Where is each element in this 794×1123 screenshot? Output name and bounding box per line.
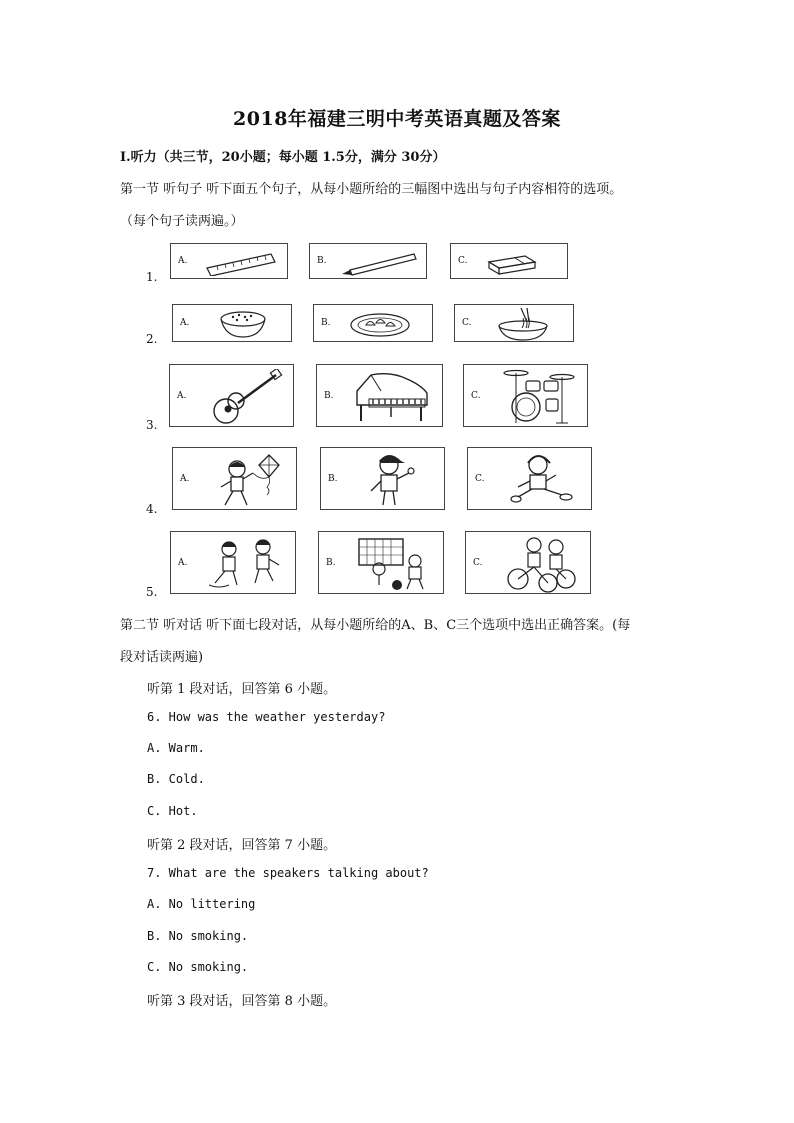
q4-option-a[interactable] [172,447,297,510]
pencil-icon [340,250,420,276]
part2-note: 段对话读两遍) [120,650,204,665]
q5-option-c[interactable] [465,531,591,594]
option-label: A. [178,256,188,266]
q2-option-b[interactable] [313,304,433,342]
answer-option-c[interactable]: C. Hot. [147,804,198,818]
question-text: 7. What are the speakers talking about? [147,866,429,880]
option-label: A. [178,557,188,568]
q2-option-c[interactable] [454,304,574,342]
section-heading: Ⅰ.听力（共三节，20小题；每小题 1.5分，满分 30分） [120,150,446,165]
q5-option-a[interactable] [170,531,296,594]
answer-option-b[interactable]: B. No smoking. [147,929,249,943]
option-label: A. [177,390,187,401]
ruler-icon [205,250,277,276]
option-label: B. [317,256,327,266]
part1-note: （每个句子读两遍。） [120,214,244,229]
option-label: B. [326,557,336,568]
boy-waving-icon [363,451,423,509]
question-text: 6. How was the weather yesterday? [147,710,386,724]
kids-cycling-icon [504,535,580,593]
answer-option-a[interactable]: A. Warm. [147,741,205,755]
option-label: A. [180,473,190,484]
drums-icon [496,367,580,425]
question-number: 4. [146,502,158,516]
option-label: A. [180,318,190,328]
dialog-prompt: 听第 1 段对话，回答第 6 小题。 [147,682,337,697]
rice-bowl-icon [217,307,269,341]
noodles-icon [495,306,551,342]
dumplings-icon [348,309,412,339]
part1-instructions: 第一节 听句子 听下面五个句子，从每小题所给的三幅图中选出与句子内容相符的选项。 [120,182,623,197]
q4-option-b[interactable] [320,447,445,510]
kids-skating-icon [205,535,289,593]
question-number: 3. [146,418,158,432]
answer-option-c[interactable]: C. No smoking. [147,960,249,974]
option-label: C. [473,557,483,568]
question-number: 2. [146,332,158,346]
q1-option-a[interactable] [170,243,288,279]
q3-option-a[interactable] [169,364,294,427]
q3-option-c[interactable] [463,364,588,427]
boy-sitting-icon [508,451,576,509]
option-label: B. [324,390,334,401]
q1-option-b[interactable] [309,243,427,279]
dialog-prompt: 听第 2 段对话，回答第 7 小题。 [147,838,337,853]
answer-option-a[interactable]: A. No littering [147,897,256,911]
eraser-icon [485,250,539,276]
question-number: 5. [146,585,158,599]
q3-option-b[interactable] [316,364,443,427]
q5-option-b[interactable] [318,531,444,594]
option-label: B. [328,473,338,484]
answer-option-b[interactable]: B. Cold. [147,772,205,786]
q4-option-c[interactable] [467,447,592,510]
option-label: C. [471,390,481,401]
option-label: C. [458,256,468,266]
boy-flying-kite-icon [213,451,285,509]
q1-option-c[interactable] [450,243,568,279]
piano-icon [351,369,435,425]
q2-option-a[interactable] [172,304,292,342]
option-label: B. [321,318,331,328]
option-label: C. [475,473,485,484]
question-number: 1. [146,270,158,284]
page-title: 2018年福建三明中考英语真题及答案 [233,108,561,130]
kids-soccer-icon [353,535,437,593]
part2-instructions: 第二节 听对话 听下面七段对话，从每小题所给的A、B、C三个选项中选出正确答案。(每 [120,618,631,633]
dialog-prompt: 听第 3 段对话，回答第 8 小题。 [147,994,337,1009]
guitar-icon [206,369,284,425]
option-label: C. [462,318,472,328]
